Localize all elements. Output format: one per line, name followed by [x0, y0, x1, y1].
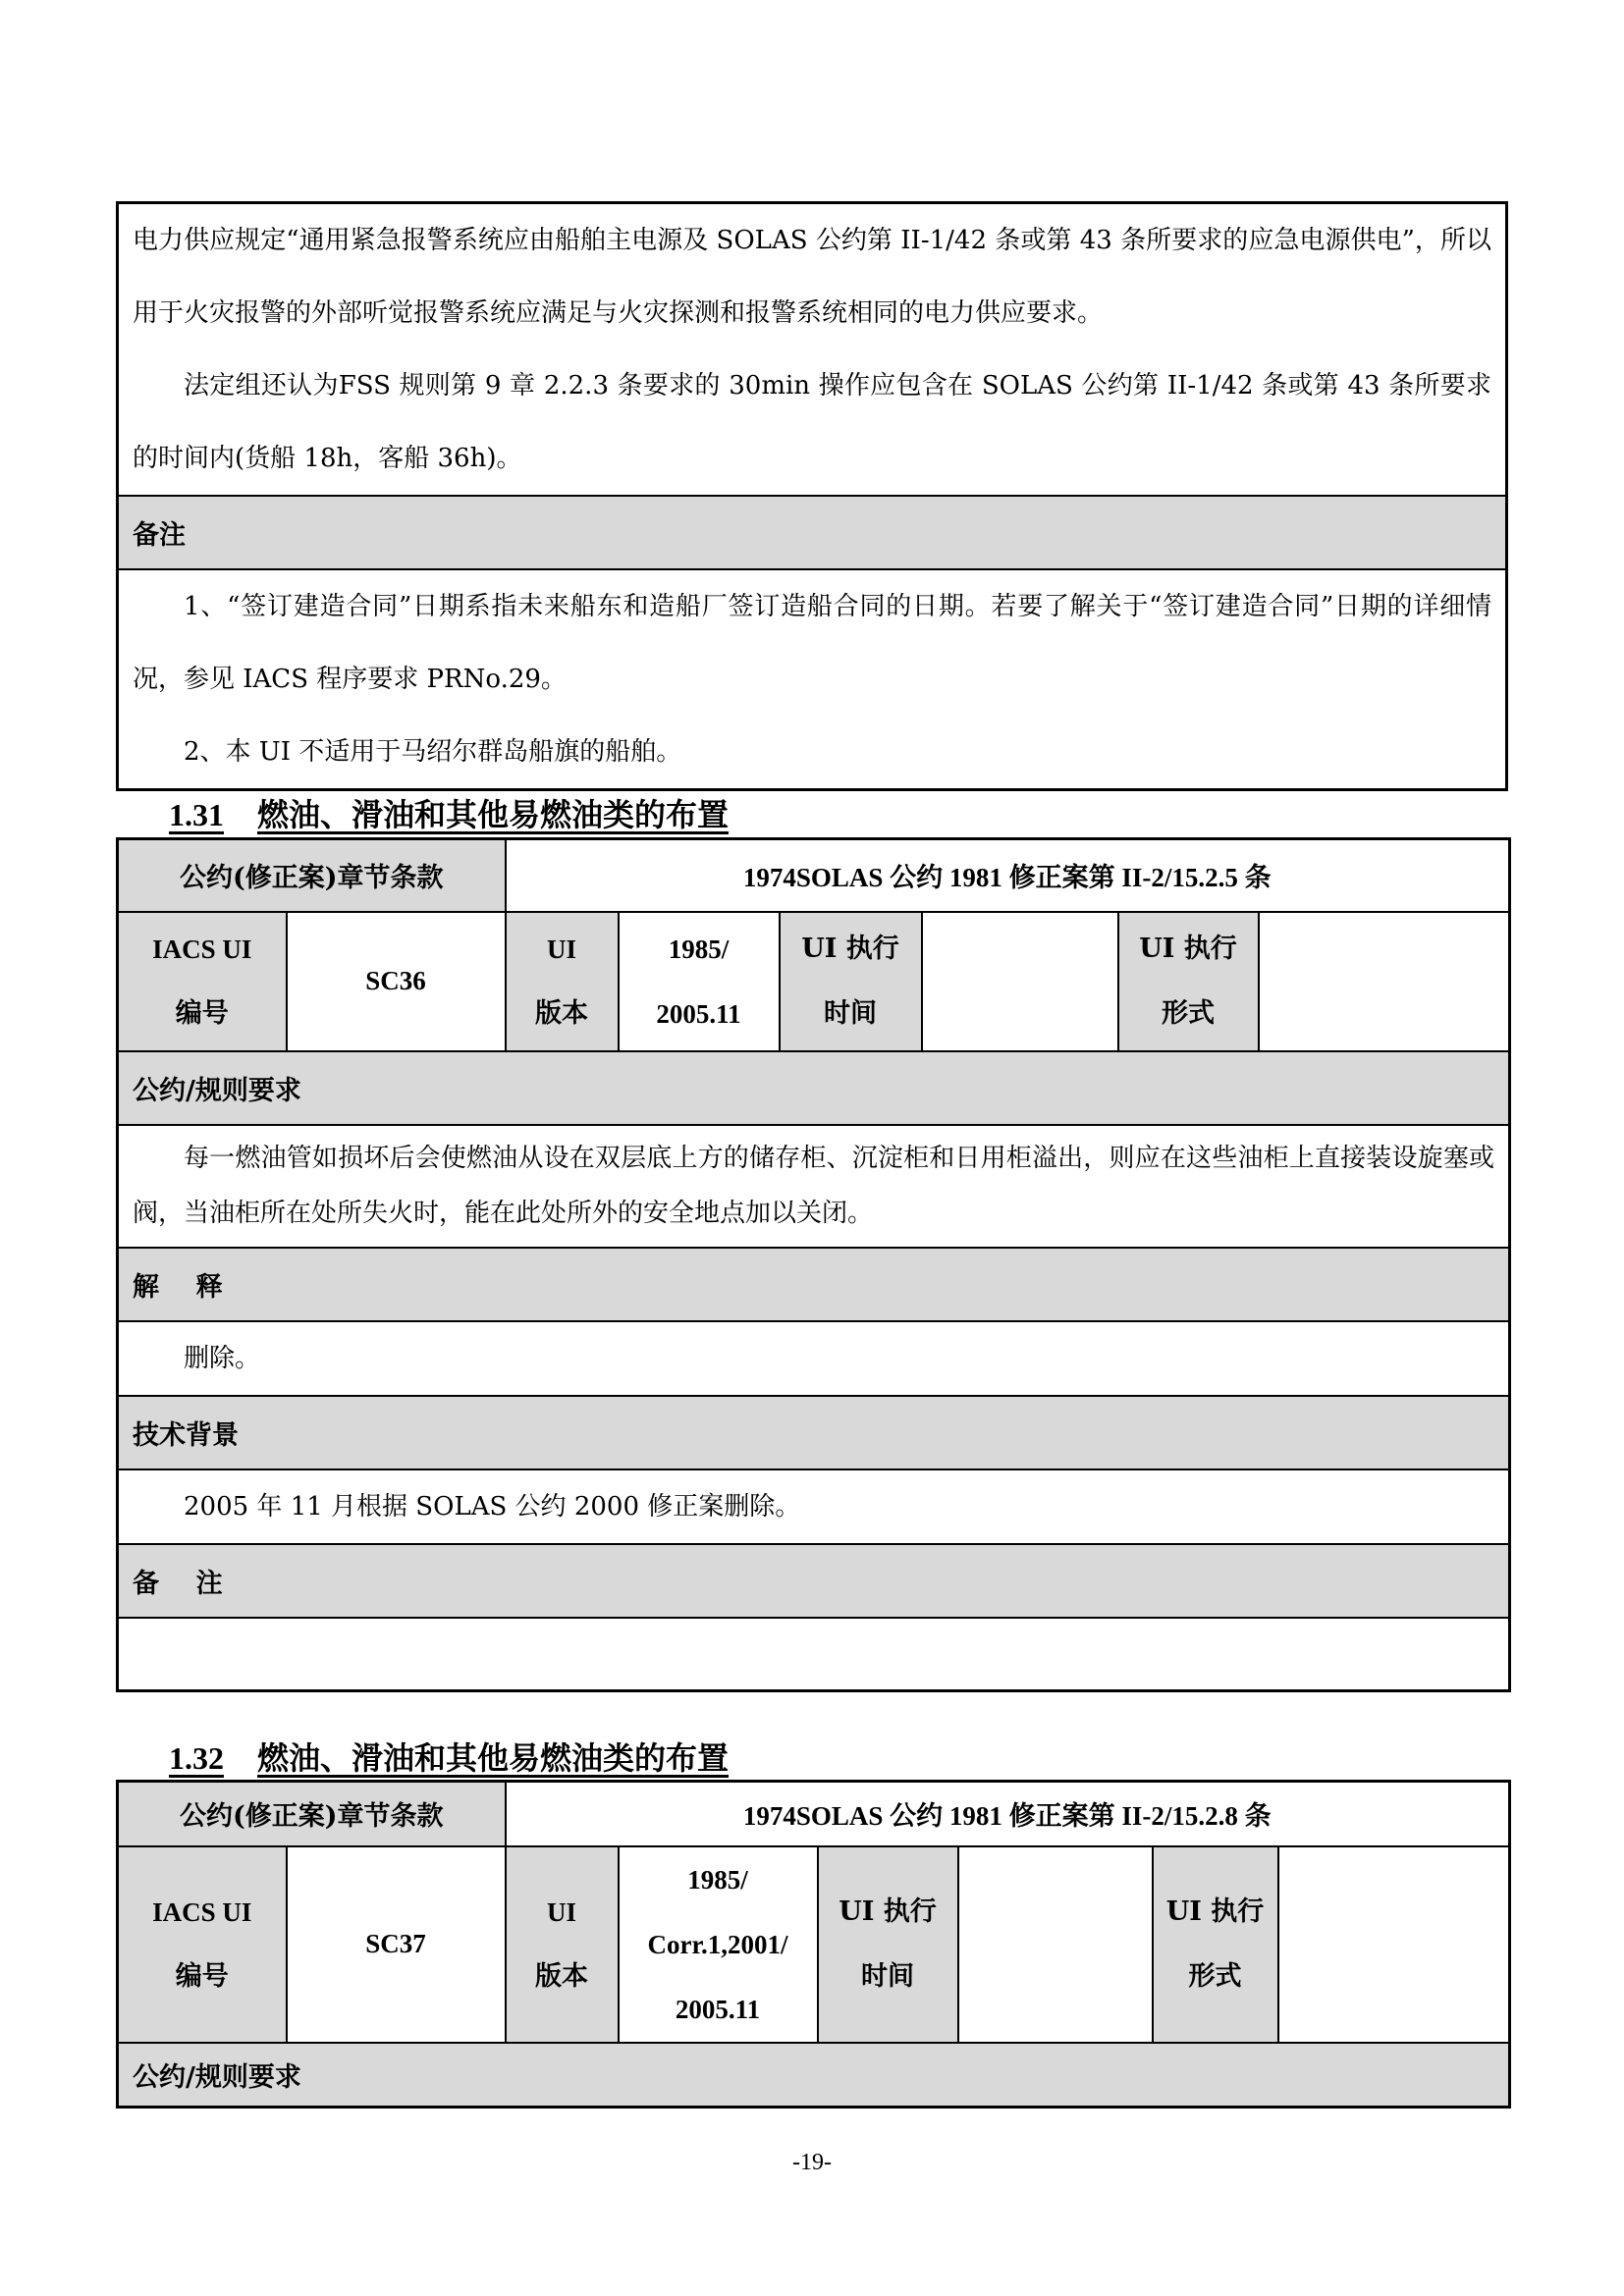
iacs-ui-label [118, 912, 287, 1051]
tech-background-text: 2005 年 11 月根据 SOLAS 公约 2000 修正案删除。 [184, 1491, 801, 1522]
ui-version-label-line1: UI [546, 934, 576, 964]
ui-version-label [506, 912, 619, 1051]
ui-version-value [619, 912, 780, 1051]
exec-form-label-line1: UI 执行 [1139, 933, 1237, 964]
iacs-ui-label [118, 1846, 287, 2043]
section-number: 1.32 [169, 1740, 224, 1776]
section-1-32-table [116, 1780, 1511, 2109]
exec-time-label-line1: UI 执行 [839, 1896, 937, 1927]
exec-time-label-line1: UI 执行 [801, 933, 899, 964]
ui-version-label-line2: 版本 [535, 1960, 588, 1992]
continuation-table [116, 201, 1508, 791]
exec-form-value [1259, 912, 1510, 1051]
convention-value: 1974SOLAS 公约 1981 修正案第 II-2/15.2.8 条 [506, 1782, 1510, 1846]
exec-time-value [922, 912, 1118, 1051]
iacs-ui-label-line1: IACS UI [152, 934, 252, 964]
convention-value: 1974SOLAS 公约 1981 修正案第 II-2/15.2.5 条 [506, 839, 1510, 912]
exec-form-label-line2: 形式 [1188, 1960, 1242, 1992]
exec-form-label-line2: 形式 [1162, 997, 1215, 1029]
exec-time-value [958, 1846, 1153, 2043]
section-title-1-31 [169, 790, 729, 835]
ui-version-value [619, 1846, 818, 2043]
requirement-heading: 公约/规则要求 [118, 1051, 1510, 1125]
section-title-1-32 [169, 1734, 729, 1779]
ui-version-value-line2: Corr.1,2001/ [647, 1929, 788, 1959]
remarks-cell [118, 569, 1507, 790]
requirement-heading: 公约/规则要求 [118, 2043, 1510, 2108]
interpretation-heading: 解 释 [118, 1248, 1510, 1321]
page-number: -19- [792, 2150, 832, 2175]
iacs-ui-label-line2: 编号 [175, 1960, 229, 1992]
interpretation-text: 删除。 [184, 1343, 261, 1373]
exec-form-label [1153, 1846, 1278, 2043]
convention-label: 公约(修正案)章节条款 [118, 1782, 506, 1846]
ui-version-value-line1: 1985/ [687, 1864, 748, 1895]
exec-form-value [1278, 1846, 1510, 2043]
remarks-heading: 备 注 [118, 1544, 1510, 1618]
exec-form-label-line1: UI 执行 [1165, 1896, 1265, 1927]
ui-version-value-line2: 2005.11 [656, 998, 741, 1029]
exec-time-label-line2: 时间 [861, 1960, 914, 1992]
paragraph-legal-group: 法定组还认为FSS 规则第 9 章 2.2.3 条要求的 30min 操作应包含在 SOLAS 公约第 II-1/42 条或第 43 条所要求的时间内(货船 18h，客船 36h)。 [133, 371, 1491, 473]
section-title-text: 燃油、滑油和其他易燃油类的布置 [257, 796, 730, 833]
remark-2: 2、本 UI 不适用于马绍尔群岛船旗的船舶。 [184, 737, 682, 767]
exec-form-label [1118, 912, 1259, 1051]
remarks-heading: 备注 [118, 496, 1507, 569]
exec-time-label-line2: 时间 [824, 997, 877, 1029]
remarks-cell [118, 1618, 1510, 1691]
ui-code: SC36 [287, 912, 506, 1051]
section-title-text: 燃油、滑油和其他易燃油类的布置 [257, 1739, 730, 1777]
content-cell [118, 203, 1507, 497]
ui-version-value-line1: 1985/ [668, 934, 730, 964]
requirement-text: 每一燃油管如损坏后会使燃油从设在双层底上方的储存柜、沉淀柜和日用柜溢出，则应在这些油柜上直接装设旋塞或阀，当油柜所在处所失火时，能在此处所外的安全地点加以关闭。 [133, 1144, 1495, 1228]
ui-version-label-line2: 版本 [535, 997, 588, 1029]
ui-version-label-line1: UI [546, 1896, 576, 1927]
paragraph-power-supply: 电力供应规定“通用紧急报警系统应由船舶主电源及 SOLAS 公约第 II-1/42 条或第 43 条所要求的应急电源供电”，所以用于火灾报警的外部听觉报警系统应满足与火灾探测和报警系统相同的电力供应要求。 [133, 226, 1491, 328]
section-1-31-table [116, 837, 1511, 1692]
section-number: 1.31 [169, 797, 224, 832]
requirement-cell [118, 1125, 1510, 1248]
tech-background-heading: 技术背景 [118, 1396, 1510, 1469]
ui-version-label [506, 1846, 619, 2043]
ui-version-value-line3: 2005.11 [675, 1994, 761, 2024]
interpretation-cell [118, 1321, 1510, 1396]
ui-code: SC37 [287, 1846, 506, 2043]
tech-background-cell [118, 1469, 1510, 1544]
convention-label: 公约(修正案)章节条款 [118, 839, 506, 912]
exec-time-label [780, 912, 922, 1051]
iacs-ui-label-line1: IACS UI [152, 1896, 252, 1927]
iacs-ui-label-line2: 编号 [175, 997, 229, 1029]
remark-1: 1、“签订建造合同”日期系指未来船东和造船厂签订造船合同的日期。若要了解关于“签订建造合同”日期的详细情况，参见 IACS 程序要求 PRNo.29。 [133, 592, 1491, 694]
exec-time-label [818, 1846, 958, 2043]
